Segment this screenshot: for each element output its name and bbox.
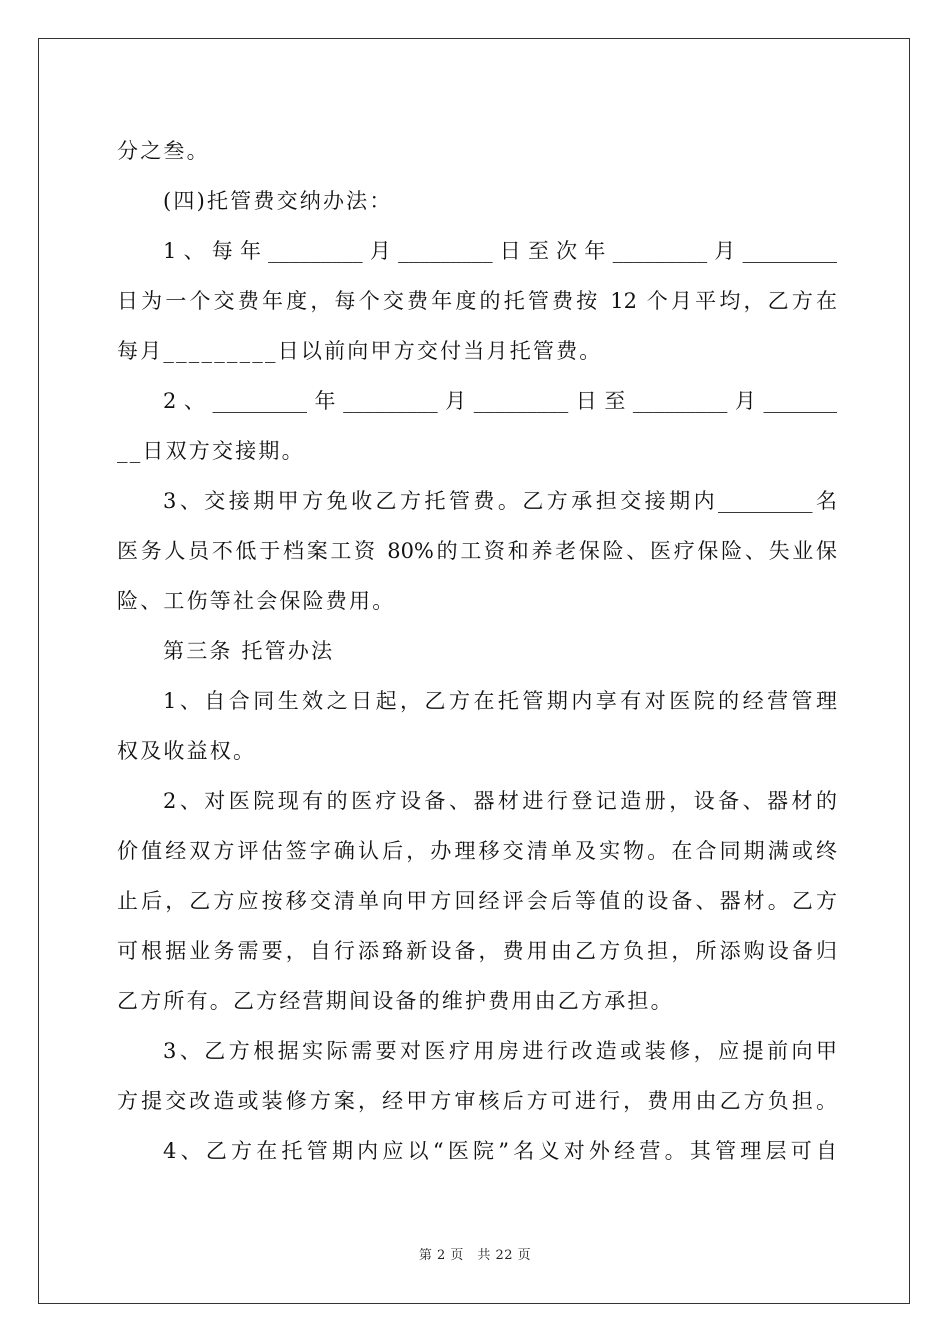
page-footer: 第 2 页 共 22 页 (418, 1248, 532, 1263)
text-line: 权及收益权。 (117, 739, 257, 763)
section-heading: 第三条 托管办法 (163, 639, 335, 663)
text-line: __日双方交接期。 (117, 439, 305, 463)
text-line: 医务人员不低于档案工资 80%的工资和养老保险、医疗保险、失业保 (117, 539, 837, 563)
text-line: 2、_________年_________月_________日至_________月_______ (163, 389, 837, 413)
text-line: 2、对医院现有的医疗设备、器材进行登记造册，设备、器材的 (163, 789, 837, 813)
document-body (117, 126, 837, 1176)
text-line: 乙方所有。乙方经营期间设备的维护费用由乙方承担。 (117, 989, 674, 1013)
text-line: 4、乙方在托管期内应以“医院”名义对外经营。其管理层可自 (163, 1139, 837, 1163)
text-line: 日为一个交费年度，每个交费年度的托管费按 12 个月平均，乙方在 (117, 289, 837, 313)
text-line: 1、自合同生效之日起，乙方在托管期内享有对医院的经营管理 (163, 689, 837, 713)
text-line: 分之叁。 (117, 139, 210, 163)
text-line: 价值经双方评估签字确认后，办理移交清单及实物。在合同期满或终 (117, 839, 837, 863)
text-line: 止后，乙方应按移交清单向甲方回经评会后等值的设备、器材。乙方 (117, 889, 837, 913)
text-line: 险、工伤等社会保险费用。 (117, 589, 396, 613)
text-line: (四)托管费交纳办法： (163, 189, 393, 213)
text-line: 可根据业务需要，自行添臵新设备，费用由乙方负担，所添购设备归 (117, 939, 837, 963)
text-line: 3、乙方根据实际需要对医疗用房进行改造或装修，应提前向甲 (163, 1039, 837, 1063)
text-line: 方提交改造或装修方案，经甲方审核后方可进行，费用由乙方负担。 (117, 1089, 837, 1113)
text-line: 3、交接期甲方免收乙方托管费。乙方承担交接期内_________名 (163, 489, 837, 513)
text-line: 每月_________日以前向甲方交付当月托管费。 (117, 339, 603, 363)
text-line: 1、每年_________月_________日至次年_________月_________ (163, 239, 837, 263)
